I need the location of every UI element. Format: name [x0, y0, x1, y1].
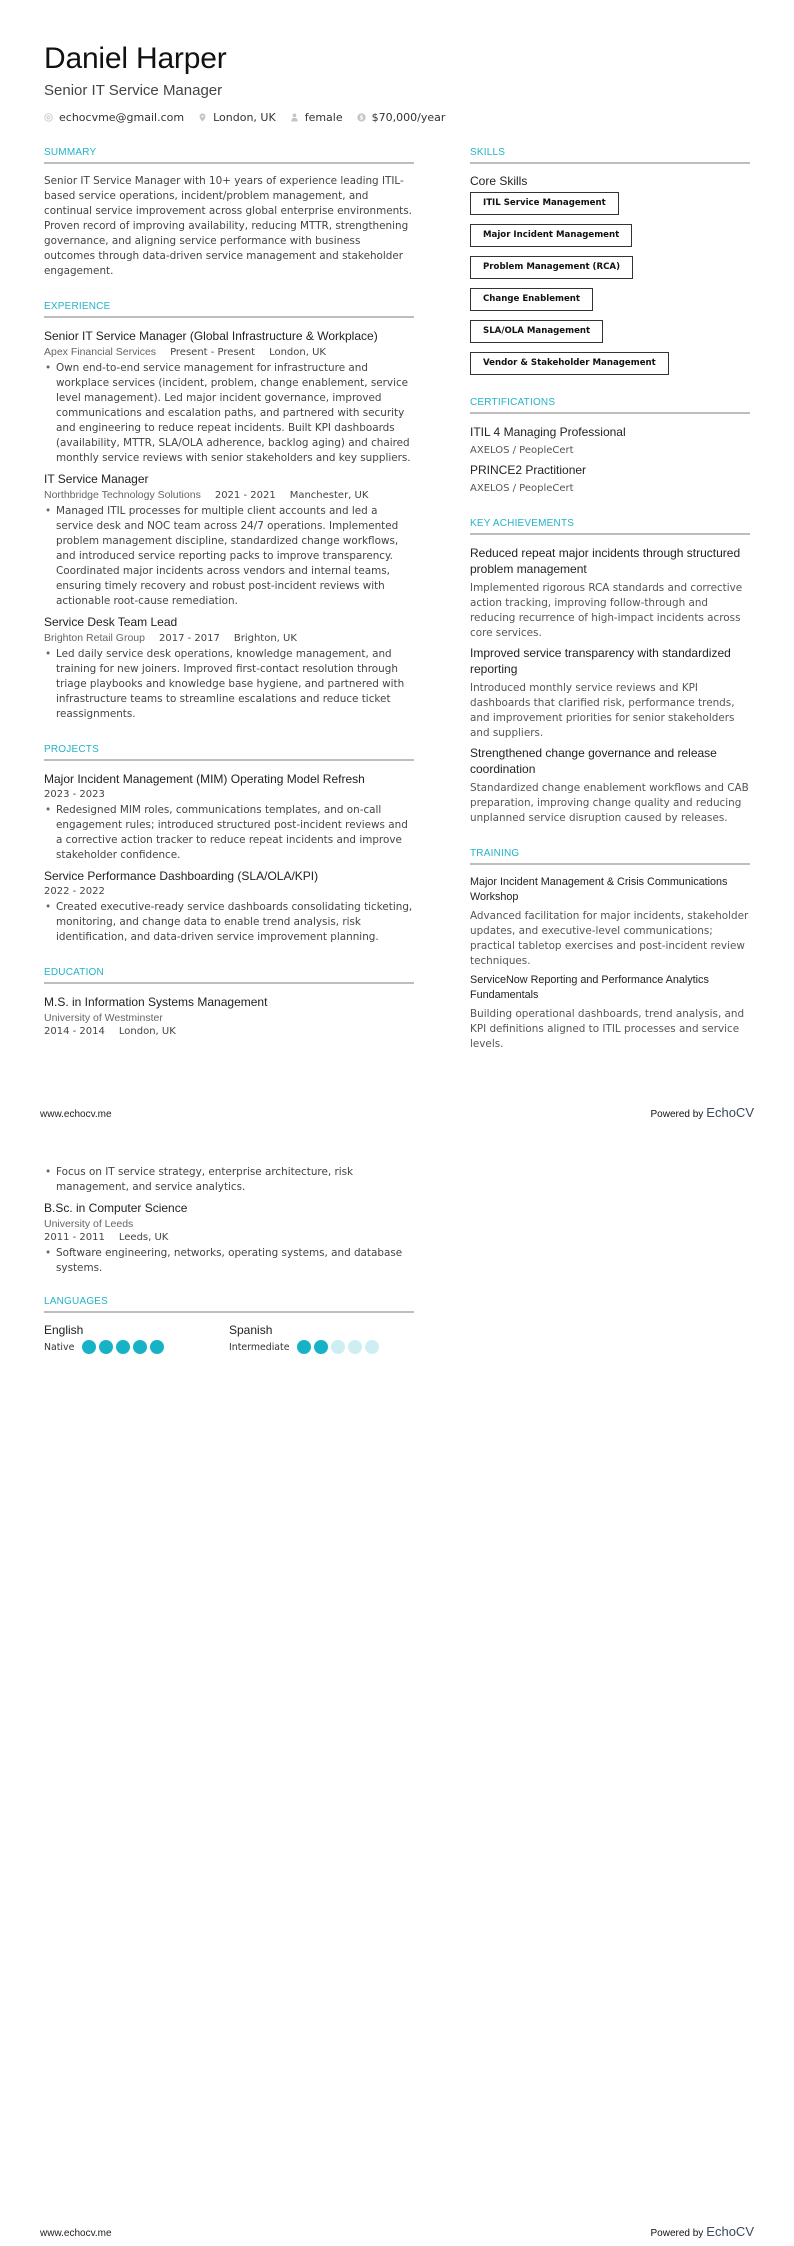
bullet-item: • Redesigned MIM roles, communications templates, and on-call engagement rules; introduced structured post-incident reviews and a corrective action tracker to reduce repeat incidents and improve stakeholder confidence. — [44, 803, 414, 863]
job-title: IT Service Manager — [44, 472, 149, 486]
projects-heading: PROJECTS — [44, 744, 414, 761]
job-meta — [44, 632, 414, 644]
school-name: University of Westminster — [44, 1012, 163, 1024]
rating-dot-filled — [133, 1340, 147, 1354]
language-level: Native — [44, 1341, 75, 1353]
company-name: Brighton Retail Group — [44, 632, 145, 644]
skill-chip: ITIL Service Management — [470, 192, 619, 215]
project-dates: 2023 - 2023 — [44, 789, 105, 800]
summary-section — [44, 147, 414, 279]
rating-dot-filled — [150, 1340, 164, 1354]
education-section — [44, 967, 414, 1037]
page-footer — [40, 2221, 754, 2240]
language-item — [44, 1323, 229, 1354]
brand-link[interactable]: EchoCV — [706, 2224, 754, 2239]
language-name: English — [44, 1323, 84, 1337]
company-name: Northbridge Technology Solutions — [44, 489, 201, 501]
training-desc: Building operational dashboards, trend analysis, and KPI definitions aligned to ITIL processes and service levels. — [470, 1008, 745, 1050]
bullet-item: • Focus on IT service strategy, enterprise architecture, risk management, and service analytics. — [44, 1165, 414, 1195]
skill-chip: SLA/OLA Management — [470, 320, 603, 343]
training-section — [470, 848, 750, 1052]
svg-text:$: $ — [359, 115, 364, 122]
job-bullets — [44, 361, 414, 466]
education-location: Leeds, UK — [118, 1232, 169, 1243]
certification-name: PRINCE2 Practitioner — [470, 463, 587, 477]
experience-section — [44, 301, 414, 722]
skill-chip: Vendor & Stakeholder Management — [470, 352, 669, 375]
education-meta — [44, 1026, 414, 1037]
language-row — [44, 1340, 229, 1354]
job-location: Manchester, UK — [289, 490, 369, 501]
languages-heading: LANGUAGES — [44, 1296, 414, 1313]
language-item — [229, 1323, 414, 1354]
skills-section — [470, 147, 750, 375]
left-column — [44, 147, 414, 1059]
achievement-desc: Standardized change enablement workflows and CAB preparation, improving change quality and reducing unplanned service disruption caused by releases. — [470, 782, 749, 824]
company-name: Apex Financial Services — [44, 346, 157, 358]
dollar-icon — [357, 113, 366, 122]
bullet-item: • Software engineering, networks, operating systems, and database systems. — [44, 1246, 414, 1276]
rating-dot-filled — [99, 1340, 113, 1354]
language-rating — [297, 1340, 379, 1354]
contact-location-text: London, UK — [213, 111, 276, 124]
location-pin-icon — [198, 113, 207, 122]
right-column — [470, 147, 750, 1074]
candidate-name: Daniel Harper — [44, 42, 227, 75]
education-dates: 2011 - 2011 — [44, 1232, 105, 1243]
achievement-title: Improved service transparency with standardized reporting — [470, 646, 731, 676]
education-bullets — [44, 1165, 414, 1195]
education-item — [44, 1200, 414, 1276]
bullet-item: • Own end-to-end service management for infrastructure and workplace services (incident, problem, change enablement, service level management). Led major incident governance, improved communications and escalation paths, and partnered with security and engineering to reduce repeat incidents. Built KPI dashboards (availability, MTTR, SLA/OLA adherence, backlog aging) and chaired monthly service reviews with senior stakeholders and key suppliers. — [44, 361, 414, 466]
education-item — [44, 994, 414, 1037]
project-item — [44, 771, 414, 863]
achievement-desc: Implemented rigorous RCA standards and corrective action tracking, improving follow-through and reducing recurrence of high-impact incidents across core services. — [470, 582, 743, 639]
certification-issuer: AXELOS / PeopleCert — [470, 483, 574, 494]
degree-title: M.S. in Information Systems Management — [44, 995, 268, 1009]
training-title: Major Incident Management & Crisis Communications Workshop — [470, 876, 728, 903]
rating-dot-filled — [314, 1340, 328, 1354]
school-name: University of Leeds — [44, 1218, 134, 1230]
language-row — [229, 1340, 414, 1354]
contact-gender — [290, 111, 343, 124]
job-meta — [44, 346, 414, 358]
summary-text: Senior IT Service Manager with 10+ years of experience leading ITIL-based service operations, incident/problem management, and continual service improvement across global enterprise environments. Proven record of improving availability, reducing MTTR, strengthening governance, and aligning service performance with business outcomes through data-driven service management and stakeholder engagement. — [44, 175, 412, 277]
project-title: Major Incident Management (MIM) Operating Model Refresh — [44, 772, 365, 786]
project-bullets — [44, 803, 414, 863]
contact-list — [44, 111, 445, 124]
powered-by — [650, 2221, 754, 2240]
job-location: Brighton, UK — [233, 633, 297, 644]
rating-dot-filled — [297, 1340, 311, 1354]
resume-page-2 — [0, 1123, 794, 2246]
left-column-continued — [44, 1162, 414, 1376]
experience-heading: EXPERIENCE — [44, 301, 414, 318]
language-name: Spanish — [229, 1323, 273, 1337]
school-line — [44, 1218, 414, 1230]
language-rating — [82, 1340, 164, 1354]
education-section-continued — [44, 1165, 414, 1276]
job-title: Service Desk Team Lead — [44, 615, 178, 629]
rating-dot-filled — [116, 1340, 130, 1354]
contact-location — [198, 111, 276, 124]
achievements-heading: KEY ACHIEVEMENTS — [470, 518, 750, 535]
education-heading: EDUCATION — [44, 967, 414, 984]
rating-dot-empty — [331, 1340, 345, 1354]
job-location: London, UK — [269, 347, 326, 358]
person-icon — [290, 113, 299, 122]
project-title: Service Performance Dashboarding (SLA/OLA/KPI) — [44, 869, 319, 883]
bullet-item: • Led daily service desk operations, knowledge management, and training for new joiners. Improved first-contact resolution through triage playbooks and knowledge base hygiene, and partnered with infrastructure teams to streamline escalations and reduce ticket reassignments. — [44, 647, 414, 722]
school-line — [44, 1012, 414, 1024]
contact-gender-text: female — [304, 111, 343, 124]
candidate-title: Senior IT Service Manager — [44, 82, 223, 99]
footer-site-link[interactable]: www.echocv.me — [40, 1109, 112, 1120]
languages-section — [44, 1296, 414, 1354]
resume-header — [44, 42, 445, 124]
footer-site-link[interactable]: www.echocv.me — [40, 2228, 112, 2239]
experience-item — [44, 471, 414, 609]
job-bullets — [44, 504, 414, 609]
job-dates: 2017 - 2017 — [158, 633, 220, 644]
training-desc: Advanced facilitation for major incidents, stakeholder updates, and executive-level communications; practical tabletop exercises and post-incident review techniques. — [470, 910, 749, 967]
experience-item — [44, 614, 414, 722]
skill-chip: Major Incident Management — [470, 224, 632, 247]
contact-email-text: echocvme@gmail.com — [59, 111, 185, 124]
achievements-section — [470, 518, 750, 826]
education-meta — [44, 1232, 414, 1243]
job-title: Senior IT Service Manager (Global Infrastructure & Workplace) — [44, 329, 378, 343]
projects-section — [44, 744, 414, 945]
experience-item — [44, 328, 414, 466]
education-bullets — [44, 1246, 414, 1276]
job-bullets — [44, 647, 414, 722]
language-level: Intermediate — [229, 1341, 290, 1353]
skill-chips — [470, 192, 760, 375]
education-dates: 2014 - 2014 — [44, 1026, 105, 1037]
achievement-title: Strengthened change governance and release coordination — [470, 746, 717, 776]
skills-heading: SKILLS — [470, 147, 750, 164]
skill-chip: Change Enablement — [470, 288, 593, 311]
rating-dot-empty — [348, 1340, 362, 1354]
job-meta — [44, 489, 414, 501]
certification-issuer: AXELOS / PeopleCert — [470, 445, 574, 456]
bullet-item: • Created executive-ready service dashboards consolidating ticketing, monitoring, and change data to enable trend analysis, risk identification, and data-driven service improvement planning. — [44, 900, 414, 945]
bullet-item: • Managed ITIL processes for multiple client accounts and led a service desk and NOC team across 24/7 operations. Implemented problem management discipline, standardized change workflows, and introduced service reporting packs to improve transparency. Coordinated major incidents across vendors and internal teams, ensuring timely recovery and robust post-incident reviews with actionable root-cause remediation. — [44, 504, 414, 609]
contact-salary-text: $70,000/year — [371, 111, 446, 124]
education-location: London, UK — [118, 1026, 176, 1037]
skills-group-title: Core Skills — [470, 174, 528, 188]
rating-dot-empty — [365, 1340, 379, 1354]
at-icon — [44, 113, 53, 122]
training-heading: TRAINING — [470, 848, 750, 865]
achievement-title: Reduced repeat major incidents through structured problem management — [470, 546, 741, 576]
project-bullets — [44, 900, 414, 945]
powered-by-label: Powered by — [650, 1109, 704, 1120]
brand-link[interactable]: EchoCV — [706, 1105, 754, 1120]
project-item — [44, 868, 414, 945]
project-dates: 2022 - 2022 — [44, 886, 105, 897]
summary-heading: SUMMARY — [44, 147, 414, 164]
language-list — [44, 1323, 414, 1354]
training-title: ServiceNow Reporting and Performance Analytics Fundamentals — [470, 974, 709, 1001]
powered-by-label: Powered by — [650, 2228, 704, 2239]
contact-email[interactable] — [44, 111, 184, 124]
job-dates: Present - Present — [170, 347, 256, 358]
powered-by — [650, 1102, 754, 1121]
skill-chip: Problem Management (RCA) — [470, 256, 633, 279]
certifications-heading: CERTIFICATIONS — [470, 397, 750, 414]
page-footer — [40, 1102, 754, 1121]
job-dates: 2021 - 2021 — [214, 490, 276, 501]
rating-dot-filled — [82, 1340, 96, 1354]
achievement-desc: Introduced monthly service reviews and KPI dashboards that clarified risk, performance trends, and improvement priorities for senior stakeholders and suppliers. — [470, 682, 735, 739]
certification-name: ITIL 4 Managing Professional — [470, 425, 626, 439]
degree-title: B.Sc. in Computer Science — [44, 1201, 188, 1215]
contact-salary — [357, 111, 446, 124]
certifications-section — [470, 397, 750, 496]
